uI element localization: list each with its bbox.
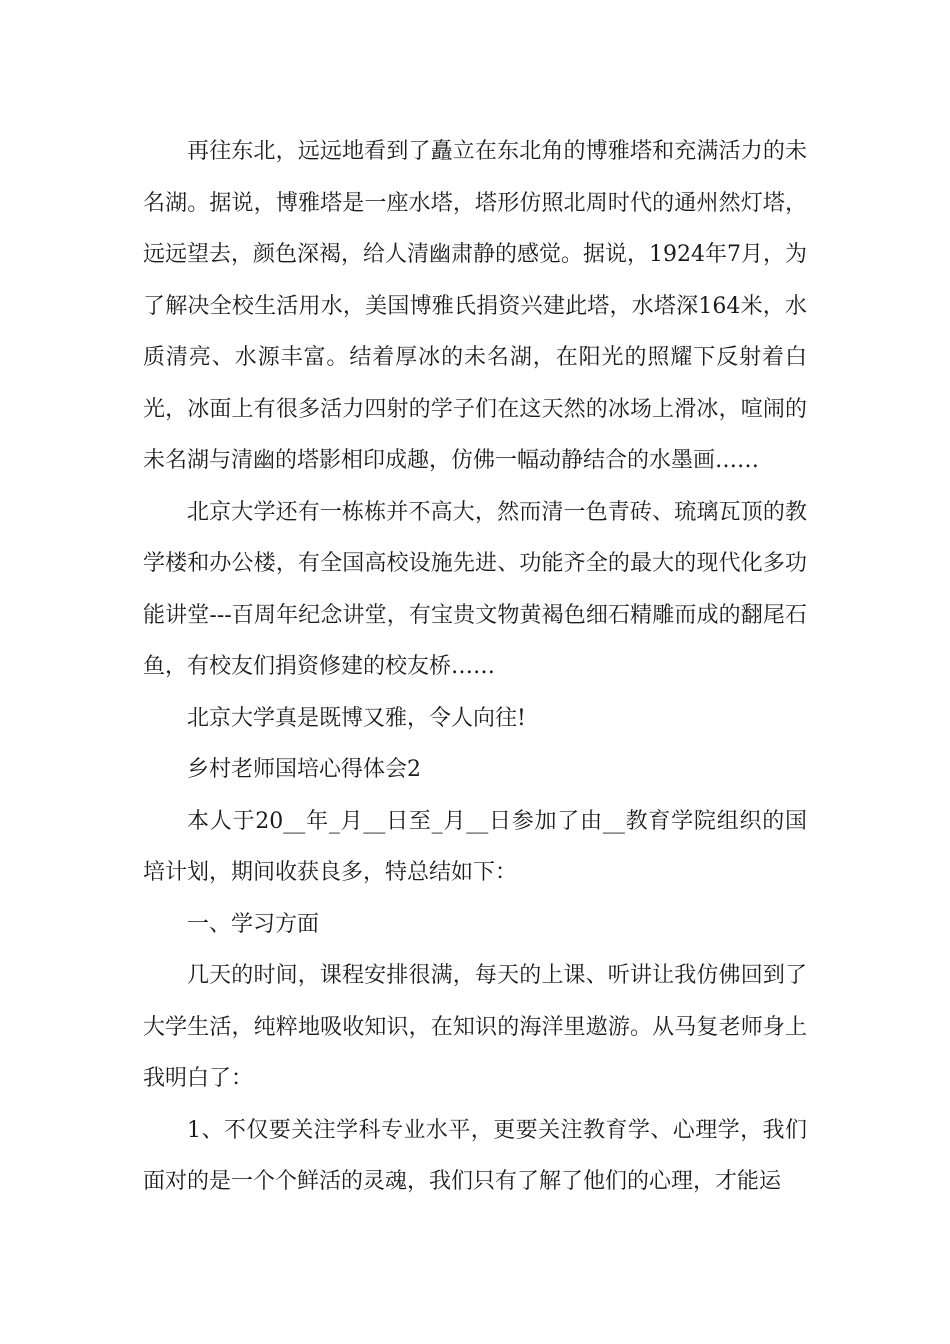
- document-body: [143, 126, 807, 1208]
- paragraph-point-1: 1、不仅要关注学科专业水平，更要关注教育学、心理学，我们面对的是一个个鲜活的灵魂，我们只有了解了他们的心理，才能运: [143, 1117, 807, 1194]
- paragraph-training-intro: 本人于20__年_月__日至_月__日参加了由__教育学院组织的国培计划，期间收获良多，特总结如下：: [143, 808, 807, 885]
- paragraph-study-days: 几天的时间，课程安排很满，每天的上课、听讲让我仿佛回到了大学生活，纯粹地吸收知识，在知识的海洋里遨游。从马复老师身上我明白了：: [143, 963, 807, 1091]
- section-title: 乡村老师国培心得体会2: [187, 757, 421, 782]
- section-heading-study: 一、学习方面: [187, 911, 320, 937]
- paragraph-campus-buildings: 北京大学还有一栋栋并不高大，然而清一色青砖、琉璃瓦顶的教学楼和办公楼，有全国高校设施先进、功能齐全的最大的现代化多功能讲堂---百周年纪念讲堂，有宝贵文物黄褐色细石精雕而成的翻尾石鱼，有校友们捐资修建的校友桥……: [143, 499, 807, 679]
- paragraph-boya-tower: 再往东北，远远地看到了矗立在东北角的博雅塔和充满活力的未名湖。据说，博雅塔是一座水塔，塔形仿照北周时代的通州然灯塔，远远望去，颜色深褐，给人清幽肃静的感觉。据说，1924年7月，为了解决全校生活用水，美国博雅氏捐资兴建此塔，水塔深164米，水质清亮、水源丰富。结着厚冰的未名湖，在阳光的照耀下反射着白光，冰面上有很多活力四射的学子们在这天然的冰场上滑冰，喧闹的未名湖与清幽的塔影相印成趣，仿佛一幅动静结合的水墨画……: [143, 139, 807, 473]
- paragraph-pku-conclusion: 北京大学真是既博又雅，令人向往!: [187, 705, 526, 731]
